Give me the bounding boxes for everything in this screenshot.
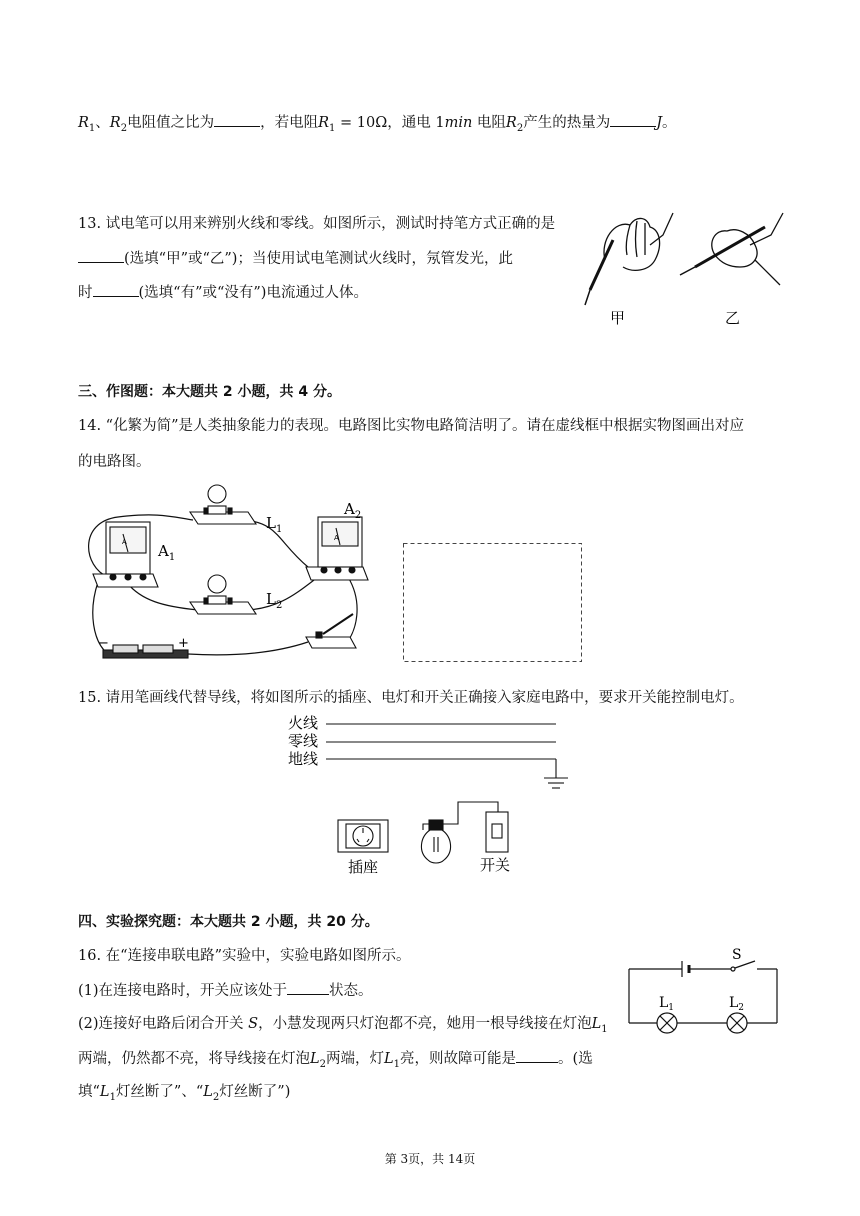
q16-line-3: (2)连接好电路后闭合开关 S，小慧发现两只灯泡都不亮，她用一根导线接在灯泡$L_1$	[78, 1016, 608, 1035]
q13-line-3: 时 (选填“有”或“没有”)电流通过人体。	[78, 282, 368, 303]
label-yi: 乙	[725, 309, 741, 327]
section-3-heading: 三、作图题：本大题共 2 小题，共 4 分。	[78, 384, 341, 400]
q16-blank-state[interactable]	[287, 980, 329, 995]
physical-circuit-figure	[78, 482, 388, 667]
battery-minus: −	[98, 636, 109, 651]
q14-line-2: 的电路图。	[78, 454, 151, 470]
q13-line-1: 13. 试电笔可以用来辨别火线和零线。如图所示，测试时持笔方式正确的是	[78, 216, 556, 232]
label-l2: $L_2$	[266, 590, 283, 611]
q16-line-1: 16. 在“连接串联电路”实验中，实验电路如图所示。	[78, 948, 411, 964]
socket-icon	[338, 820, 388, 852]
label-neutral-wire: 零线	[288, 732, 319, 750]
label-live-wire: 火线	[288, 714, 319, 732]
label-bulb-l2: $L_2$	[729, 995, 745, 1013]
label-socket: 插座	[348, 858, 379, 876]
q12-line: $R_1$、$R_2$电阻值之比为 ，若电阻$R_1 = 10\Omega$，通电 1min 电阻$R_2$产生的热量为 J。	[78, 112, 677, 139]
answer-dashed-box[interactable]	[403, 543, 583, 663]
label-ground-wire: 地线	[288, 750, 319, 768]
q12-blank-heat[interactable]	[610, 112, 656, 127]
q13-line-2: (选填“甲”或“乙”)；当使用试电笔测试火线时，氖管发光，此	[78, 248, 513, 269]
ammeter-a1-icon	[93, 522, 158, 587]
switch-icon	[306, 614, 356, 648]
bulb-l1-icon	[190, 485, 256, 524]
label-jia: 甲	[610, 309, 626, 327]
bulb-l2-icon	[190, 575, 256, 614]
ammeter-a2-icon	[306, 517, 368, 580]
q13-blank-1[interactable]	[78, 248, 124, 263]
hand-yi-icon	[680, 213, 783, 285]
q12-blank-ratio[interactable]	[214, 112, 260, 127]
q15-line-1: 15. 请用笔画线代替导线，将如图所示的插座、电灯和开关正确接入家庭电路中，要求开关能控制电灯。	[78, 690, 744, 706]
battery-icon	[103, 645, 188, 658]
section-4-heading: 四、实验探究题：本大题共 2 小题，共 20 分。	[78, 914, 379, 930]
wall-switch-icon	[486, 812, 508, 852]
battery-plus: +	[178, 636, 189, 651]
label-l1: $L_1$	[266, 514, 283, 535]
q16-line-5: 填“$L_1$灯丝断了”、“$L_2$灯丝断了”)	[78, 1084, 291, 1103]
hand-jia-icon	[585, 213, 673, 305]
series-circuit-figure	[627, 945, 787, 1045]
label-bulb-l1: $L_1$	[659, 995, 675, 1013]
q16-line-4: 两端，仍然都不亮，将导线接在灯泡$L_2$两端，灯$L_1$亮，则故障可能是 。(选	[78, 1048, 593, 1075]
label-a2: $A_2$	[344, 500, 362, 521]
svg-text:A: A	[122, 538, 127, 546]
svg-text:A: A	[334, 534, 339, 542]
q14-line-1: 14. “化繁为简”是人类抽象能力的表现。电路图比实物电路简洁明了。请在虚线框中根据实物图画出对应	[78, 418, 744, 434]
page-footer: 第 3页，共 14页	[384, 1152, 476, 1166]
label-switch-s: S	[732, 947, 742, 963]
q16-blank-fault[interactable]	[516, 1048, 558, 1063]
q13-blank-2[interactable]	[93, 282, 139, 297]
label-a1: $A_1$	[158, 542, 176, 563]
q16-line-2: (1)在连接电路时，开关应该处于 状态。	[78, 980, 373, 1001]
label-switch: 开关	[480, 856, 511, 874]
test-pen-figure	[575, 205, 795, 330]
household-wiring-figure	[288, 712, 578, 882]
